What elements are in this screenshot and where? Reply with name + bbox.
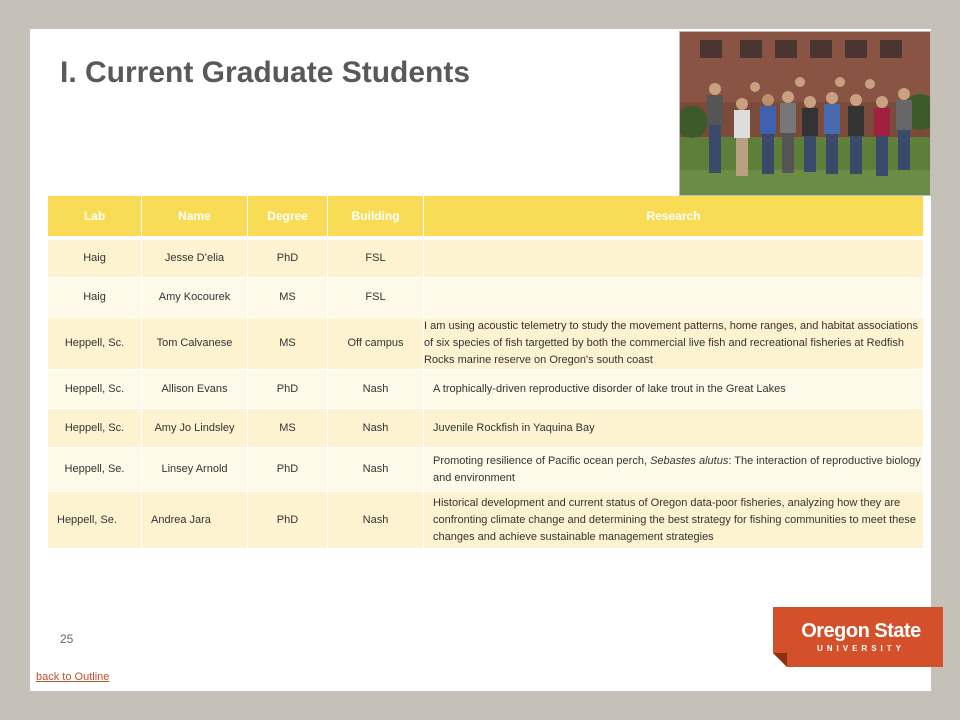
cell-research: I am using acoustic telemetry to study the movement patterns, home ranges, and habitat associations of six species of fish targetted by both the commercial live fish and recreational fisheries at Redfish Rocks marine reserve on Oregon's south coast [424,318,924,370]
back-to-outline-link[interactable]: back to Outline [36,671,110,683]
cell-name: Linsey Arnold [142,448,248,492]
cell-degree: PhD [248,240,328,278]
header-building: Building [328,196,424,240]
table-row [48,240,924,278]
cell-degree: PhD [248,492,328,549]
page-title: I. Current Graduate Students [60,56,471,89]
cell-lab: Heppell, Se. [48,448,142,492]
cell-research: Historical development and current status of Oregon data-poor fisheries, analyzing how they are confronting climate change and determining the best strategy for fishing communities to meet these changes and achieve sustainable management strategies [424,492,924,549]
cell-degree: MS [248,409,328,448]
header-research: Research [424,196,924,240]
page-number: 25 [60,632,74,646]
cell-research [424,448,924,492]
table-header-row [48,196,924,240]
cell-research [424,278,924,318]
research-text-pre: Promoting resilience of Pacific ocean perch, [433,454,651,467]
header-degree: Degree [248,196,328,240]
research-text-post: : The interaction of reproductive biology and environment [433,454,921,484]
cell-name: Tom Calvanese [142,318,248,370]
cell-lab: Heppell, Sc. [48,370,142,409]
table-row [48,409,924,448]
header-name: Name [142,196,248,240]
cell-lab: Haig [48,278,142,318]
cell-research: Juvenile Rockfish in Yaquina Bay [424,409,924,448]
osu-logo [773,607,943,667]
cell-building: Nash [328,409,424,448]
table-row [48,492,924,549]
table-row [48,370,924,409]
cell-lab: Heppell, Se. [48,492,142,549]
logo-line2: UNIVERSITY [816,644,905,653]
cell-degree: PhD [248,370,328,409]
cell-building: Nash [328,492,424,549]
cell-building: FSL [328,240,424,278]
table-row [48,318,924,370]
cell-degree: PhD [248,448,328,492]
cell-degree: MS [248,318,328,370]
cell-name: Amy Jo Lindsley [142,409,248,448]
table-row [48,278,924,318]
cell-research [424,240,924,278]
cell-degree: MS [248,278,328,318]
cell-lab: Heppell, Sc. [48,409,142,448]
group-photo [679,31,931,196]
header-lab: Lab [48,196,142,240]
cell-lab: Heppell, Sc. [48,318,142,370]
cell-name: Allison Evans [142,370,248,409]
cell-name: Andrea Jara [142,492,248,549]
cell-research: A trophically-driven reproductive disorder of lake trout in the Great Lakes [424,370,924,409]
cell-building: Off campus [328,318,424,370]
cell-building: Nash [328,448,424,492]
students-table [48,196,924,549]
cell-lab: Haig [48,240,142,278]
table-row [48,448,924,492]
cell-name: Jesse D’elia [142,240,248,278]
logo-line1: Oregon State [801,620,921,642]
cell-building: Nash [328,370,424,409]
species-name: Sebastes alutus [650,454,729,467]
cell-building: FSL [328,278,424,318]
cell-name: Amy Kocourek [142,278,248,318]
